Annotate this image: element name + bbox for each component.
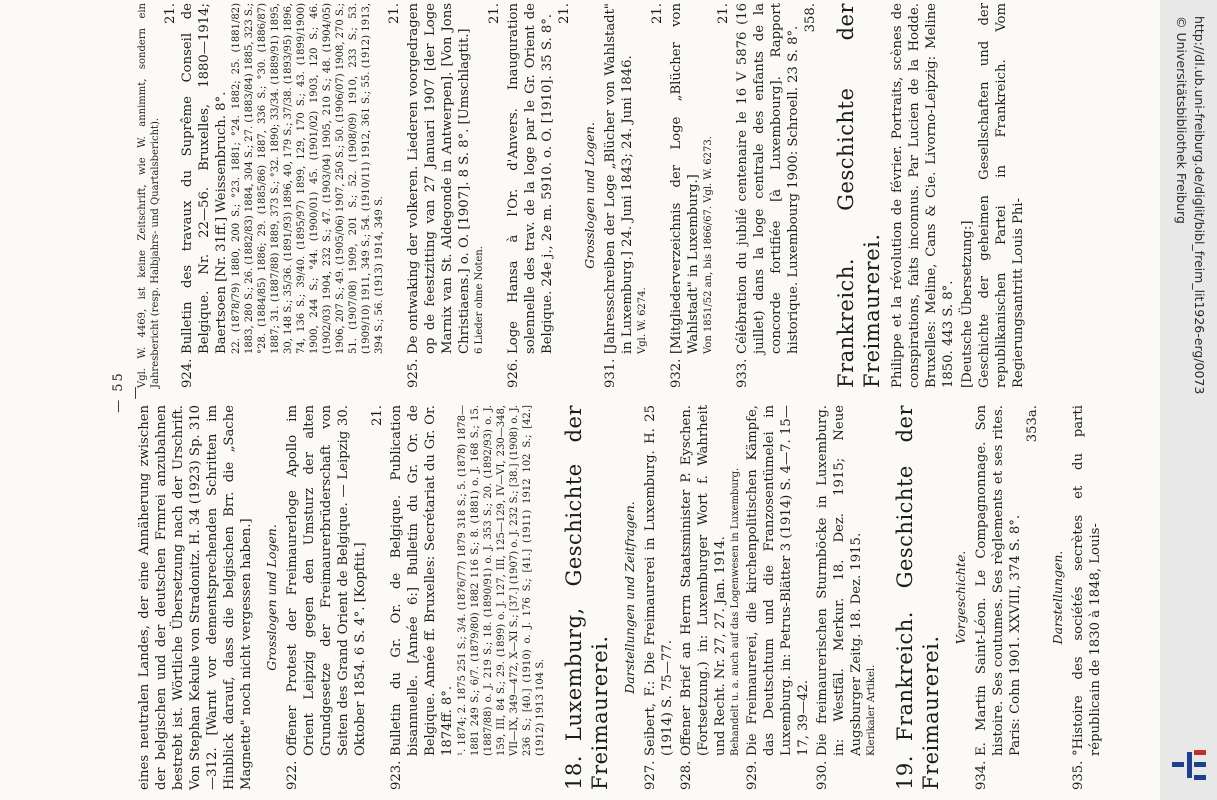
entry-text: Bulletin des travaux du Suprême Conseil de Belgique. Nr. 22—56. Bruxelles, 1880—1914; Baertsoen [Nr. 31ff.] Weissenbruch. 8°. xyxy=(180,3,229,354)
section-heading-19-right xyxy=(833,3,885,388)
entry-number: 933. xyxy=(735,358,750,388)
subheading-grosslogen: Grosslogen und Logen. xyxy=(264,524,279,671)
entry-text: De ontwaking der volkeren. Liederen voorgedragen op de feestzitting van 27 Januari 1907 [der Loge Marnix van St. Aldegonde in Antwerpen]. [Von Jons Christiaens.] o. O. [1907]. 8 S. 8°. [Umschlagtit.] xyxy=(406,3,472,354)
entry-number: 922. xyxy=(285,760,300,790)
section-title: Frankreich. Geschichte der Freimaurerei. xyxy=(893,405,943,790)
entry-927 xyxy=(642,405,676,790)
section-title: Luxemburg, Geschichte der Freimaurerei. xyxy=(562,405,612,790)
entry-number: 934. xyxy=(974,760,989,790)
entry-931 xyxy=(602,3,666,388)
entry-number: 927. xyxy=(643,760,658,790)
entry-925 xyxy=(405,3,503,388)
entry-text: Loge Hansa à l'Or. d'Anvers. Inauguration solennelle des trav. de la loge par le Gr. Orient de Belgique. 24e j., 2e m. 5910. o. O. [1910]. 35 S. 8°. xyxy=(506,3,555,354)
entry-926 xyxy=(505,3,573,388)
entry-935 xyxy=(1070,405,1104,790)
column-left xyxy=(136,405,1103,790)
entry-number: 924. xyxy=(180,358,195,388)
entry-text: [Jahresschreiben der Loge „Blücher von Wahlstadt" in Luxemburg.] 24. Juni 1843; 24. Juni 1846. xyxy=(603,3,635,354)
intro-text: eines neutralen Landes, der eine Annäherung zwischen der belgischen und der deutschen Frmrei anzubahnen bestrebt ist. Wörtliche Übersetzung nach der Urschrift. Von Stephan Kekule von Stradonitz. H. 34 (1923) Sp. 310—312. [Warnt vor dementsprechenden Schritten im Hinblick darauf, dass die belgischen Brr. die „Sache Magnette" noch nicht vergessen haben.] xyxy=(137,405,254,790)
section-heading-19 xyxy=(892,405,944,790)
column-right xyxy=(136,3,1056,388)
entry-ref: 21. xyxy=(163,3,178,24)
entry-number: 935. xyxy=(1071,760,1086,790)
library-logo-icon xyxy=(1172,748,1206,782)
entry-text: Seibert, F.: Die Freimaurerei in Luxemburg. H. 25 (1914) S. 75—77. xyxy=(643,405,675,756)
entry-ref: 21. xyxy=(370,405,385,426)
entry-text: E. Martin Saint-Léon. Le Compagnonnage. Son histoire. Ses coutumes. Ses règlements et ses rites. Paris: Cohn 1901. XXVIII, 374 S. 8°. xyxy=(974,405,1023,756)
bracket-note: [Deutsche Übersetzung:] xyxy=(960,220,975,388)
entry-928 xyxy=(678,405,742,790)
entry-text: Die freimaurerischen Sturmböcke in Luxemburg. in: Westfäl. Merkur. 18. Dez. 1915; Neue Augsburger Zeitg. 18. Dez. 1915. xyxy=(815,405,864,756)
entry-923 xyxy=(388,405,547,790)
entry-note: ¹. 1874; 2. 1875 251 S.; 3/4. (1876/77) 1879 318 S.; 5. (1878) 1878—1881 249 S.; 6/7. (1879/80) 1882 116 S.; 8. (1881) o. J. 168 S.; 15. (1887/88) o. J. 219 S.; 18. (1890/91) o. J. 353 S.; 20. (1892/93) o. J. 159, III, 84 S.; 29. (1899) o. J. 127, III, 125—129, IV—VI, 230—348, VII—IX, 349—472, X—XI S.; [37.] (1907) o. J. 232 S.; [38.] (1908) o. J. 236 S.; [40.] (1910) o. J. 176 S.; [41.] (1911) 1912 102 S.; [42.] (1912) 1913 104 S. xyxy=(457,405,546,756)
entry-ref: 358. xyxy=(803,3,818,33)
library-sidebar xyxy=(1160,0,1217,800)
section-number: 18. xyxy=(562,755,586,790)
entry-number: 928. xyxy=(679,760,694,790)
entry-number: 932. xyxy=(669,358,684,388)
entry-note: 22. (1878/79) 1880, 200 S.; °23. 1881; °24. 1882; 25. (1881/82) 1883, 280 S.; 26. (1882/83) 1884, 304 S.; 27. (1883/84) 1885, 323 S.; °28. (1884/85) 1886; 29. (1885/86) 1887, 336 S.; °30. (1886/87) 1887; 31. (1887/88) 1889, 373 S.; °32. 1890; 33/34. (1889/91) 1895, 30, 148 S.; 35/36. (1891/93) 1896, 40, 179 S.; 37/38. (1893/95) 1896, 74, 136 S.; 39/40. (1895/97) 1899, 129, 170 S.; 43. (1899/1900) 1900, 244 S.; °44. (1900/01) 45. (1901/02) 1903, 120 S.; 46. (1902/03) 1904, 232 S.; 47. (1903/04) 1905, 210 S.; 48. (1904/05) 1906, 207 S.; 49. (1905/06) 1907, 250 S.; 50. (1906/07) 1908, 270 S.; 51. (1907/08) 1909, 201 S.; 52. (1908/09) 1910, 233 S.; 53. (1909/10) 1911, 349 S.; 54. (1910/11) 1912, 361 S.; 55. (1912) 1913, 394 S.; 56. (1913) 1914, 349 S. xyxy=(231,3,385,354)
entry-number: 929. xyxy=(745,760,760,790)
source-url-link[interactable]: http://dl.ub.uni-freiburg.de/diglit/bibl_freim_lit1926-erg/0073 xyxy=(1192,16,1207,395)
entry-text: [Mitgliederverzeichnis der Loge „Blücher von Wahlstadt" in Luxemburg.] xyxy=(669,3,701,354)
subheading-darstellungen: Darstellungen und Zeitfragen. xyxy=(622,501,637,694)
entry-929 xyxy=(744,405,812,790)
entry-922 xyxy=(284,405,386,790)
page-number: — 55 — xyxy=(111,371,143,413)
entry-note: Klerikaler Artikel. xyxy=(866,664,877,756)
entry-text: °Histoire des sociétés secrètes et du parti républicain de 1830 à 1848, Louis- xyxy=(1071,405,1103,756)
entry-note: 6 Lieder ohne Noten. xyxy=(474,246,485,354)
subheading-grosslogen-2: Grosslogen und Logen. xyxy=(582,122,597,269)
section-title: Frankreich. Geschichte der Freimaurerei. xyxy=(834,3,884,388)
entry-ref: 353a. xyxy=(1025,405,1040,443)
entry-number: 926. xyxy=(506,358,521,388)
continued-text-2: Geschichte der geheimen Gesellschaften und der republikanischen Partei in Frankreich. Vom Regierungsantritt Louis Phi- xyxy=(977,3,1026,388)
entry-ref: 21. xyxy=(487,3,502,24)
entry-note: Vgl. W. 6274. xyxy=(637,287,648,354)
entry-934 xyxy=(973,405,1041,790)
entry-note: Von 1851/52 an, bis 1866/67. Vgl. W. 6273. xyxy=(703,136,714,354)
entry-ref: 21. xyxy=(387,3,402,24)
rotated-content xyxy=(110,0,1103,800)
entry-ref: 21. xyxy=(557,3,572,24)
entry-text: Offener Brief an Herrn Staatsminister P. Eyschen. (Fortsetzung.) in: Luxemburger Wort f. Wahrheit und Recht. Nr. 27, 27. Jan. 1914. xyxy=(679,405,728,756)
entry-number: 923. xyxy=(389,760,404,790)
subheading-darstellungen-2: Darstellungen. xyxy=(1050,550,1065,645)
entry-924 xyxy=(179,3,403,388)
entry-text: Célébration du jubilé centenaire le 16 V 5876 (16 juillet) dans la loge centrale des enfants de la concorde fortifiée [à Luxembourg]. Rapport historique. Luxembourg 1900: Schroell. 23 S. 8°. xyxy=(735,3,801,354)
entry-text: Offener Protest der Freimaurerloge Apollo im Orient Leipzig gegen den Umsturz der alten Grundgesetze der Freimaurerbrüderschaft von Seiten des Grand Orient de Belgique. — Leipzig 30. Oktober 1854. 6 S. 4°. [Kopftit.] xyxy=(285,405,368,756)
subheading-vorgeschichte: Vorgeschichte. xyxy=(953,550,968,645)
entry-930 xyxy=(814,405,878,790)
sidebar-text xyxy=(1168,16,1208,736)
entry-text: Bulletin du Gr. Or. de Belgique. Publication bisannuelle. [Année 6:] Bulletin du Gr. Or. de Belgique. Année ff. Bruxelles: Secrétariat du Gr. Or. 1874ff. 8°. xyxy=(389,405,455,756)
entry-ref: 21. xyxy=(650,3,665,24)
entry-ref: 21. xyxy=(716,3,731,24)
entry-note: Behandelt u. a. auch auf das Logenwesen in Luxemburg. xyxy=(730,467,741,756)
entry-number: 931. xyxy=(603,358,618,388)
entry-text: Die Freimaurerei, die kirchenpolitischen Kämpfe, das Deutschtum und die Franzosentümelei in Luxemburg. in: Petrus-Blätter 3 (1914) S. 4—7. 15—17, 39—42. xyxy=(745,405,811,756)
intro-note: Vgl. W. 4469, ist keine Zeitschrift, wie W. annimmt, sondern ein Jahresbericht (resp. Halbjahrs- und Quartalsbericht). xyxy=(137,3,161,388)
section-number: 19. xyxy=(893,755,917,790)
section-heading-18 xyxy=(561,405,613,790)
entry-number: 925. xyxy=(406,358,421,388)
continued-text: Philippe et la révolution de février. Portraits, scènes de conspirations, faits inconnus. Par Lucien de la Hodde. Bruxelles: Meline, Cans & Cie. Livorno-Leipzig: Meline 1850. 443 S. 8°. xyxy=(890,3,956,388)
copyright-notice: © Universitätsbibliothek Freiburg xyxy=(1174,16,1189,224)
entry-932 xyxy=(668,3,732,388)
entry-933 xyxy=(734,3,819,388)
entry-number: 930. xyxy=(815,760,830,790)
